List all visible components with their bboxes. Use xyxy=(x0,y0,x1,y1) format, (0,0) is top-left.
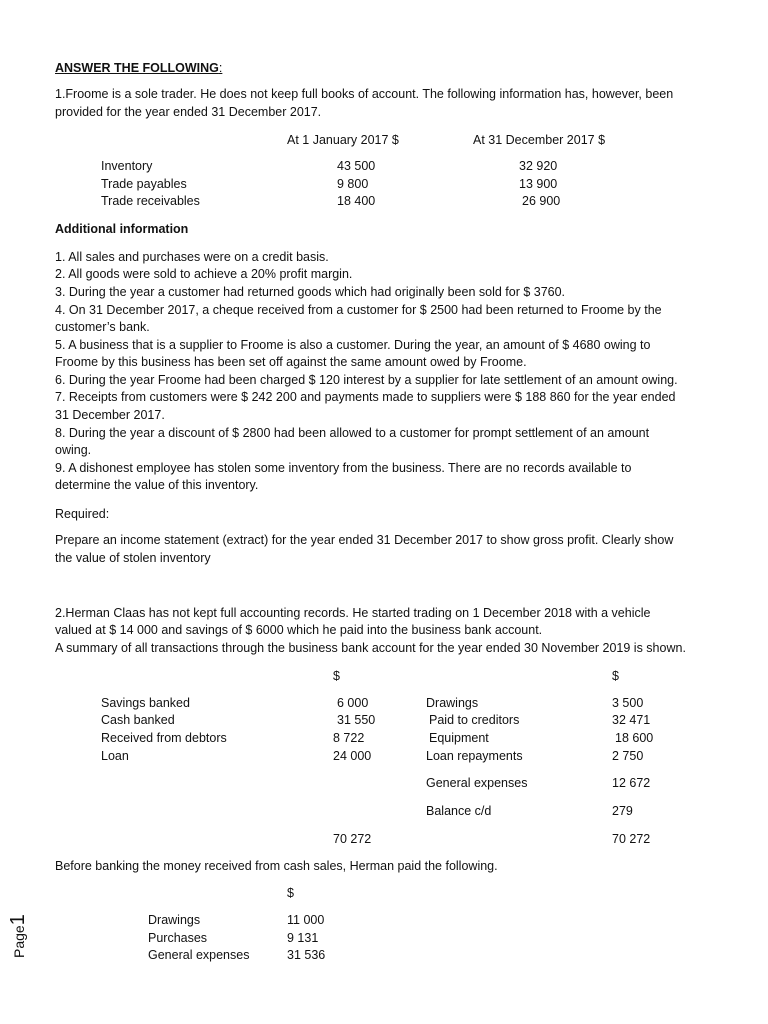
cash-value: 11 000 xyxy=(287,913,325,927)
q1-row-v1: 9 800 xyxy=(337,177,369,191)
page-number-label xyxy=(7,914,29,958)
credit-label: General expenses xyxy=(426,776,528,790)
note-line: 5. A business that is a supplier to Froome is also a customer. During the year, an amount of $ 4680 owing to xyxy=(55,338,651,352)
debit-value: 31 550 xyxy=(337,713,376,727)
q1-col2-header: At 31 December 2017 $ xyxy=(473,133,606,147)
page-word: Page xyxy=(11,925,27,958)
credit-label: Loan repayments xyxy=(426,749,523,763)
debit-label: Savings banked xyxy=(101,696,190,710)
note-line: Froome by this business has been set off against the same amount owed by Froome. xyxy=(55,355,527,369)
q2-intro-line-1: 2.Herman Claas has not kept full accounting records. He started trading on 1 December 2018 with a vehicle xyxy=(55,606,651,620)
debit-value: 6 000 xyxy=(337,696,369,710)
cash-label: Purchases xyxy=(148,931,208,945)
cash-currency: $ xyxy=(287,886,294,900)
note-line: 2. All goods were sold to achieve a 20% profit margin. xyxy=(55,267,353,281)
q1-row-label: Inventory xyxy=(101,159,153,173)
note-line: 6. During the year Froome had been charged $ 120 interest by a supplier for late settlement of an amount owing. xyxy=(55,373,678,387)
note-line: 31 December 2017. xyxy=(55,408,165,422)
credit-value: 18 600 xyxy=(615,731,654,745)
total-left: 70 272 xyxy=(333,832,372,846)
q1-intro-line-1: 1.Froome is a sole trader. He does not keep full books of account. The following information has, however, been xyxy=(55,87,674,101)
additional-info-title: Additional information xyxy=(55,222,189,236)
q2-intro-line-3: A summary of all transactions through the business bank account for the year ended 30 November 2019 is shown. xyxy=(55,641,686,655)
credit-value: 279 xyxy=(612,804,633,818)
note-line: 9. A dishonest employee has stolen some inventory from the business. There are no records available to xyxy=(55,461,632,475)
q1-row-v2: 13 900 xyxy=(519,177,558,191)
required-line-2: the value of stolen inventory xyxy=(55,551,211,565)
credit-label: Drawings xyxy=(426,696,479,710)
note-line: 3. During the year a customer had returned goods which had originally been sold for $ 3760. xyxy=(55,285,566,299)
note-line: 1. All sales and purchases were on a credit basis. xyxy=(55,250,329,264)
note-line: 7. Receipts from customers were $ 242 200 and payments made to suppliers were $ 188 860 for the year ended xyxy=(55,390,676,404)
before-banking-text: Before banking the money received from cash sales, Herman paid the following. xyxy=(55,859,498,873)
required-line-1: Prepare an income statement (extract) for the year ended 31 December 2017 to show gross profit. Clearly show xyxy=(55,533,674,547)
page-heading: ANSWER THE FOLLOWING: xyxy=(55,61,223,75)
note-line: determine the value of this inventory. xyxy=(55,478,259,492)
bank-currency-left: $ xyxy=(333,669,340,683)
cash-value: 9 131 xyxy=(287,931,319,945)
credit-value: 3 500 xyxy=(612,696,644,710)
q1-intro-line-2: provided for the year ended 31 December 2017. xyxy=(55,105,322,119)
q1-row-v1: 43 500 xyxy=(337,159,376,173)
credit-label: Paid to creditors xyxy=(429,713,520,727)
credit-value: 2 750 xyxy=(612,749,644,763)
debit-label: Received from debtors xyxy=(101,731,227,745)
debit-label: Loan xyxy=(101,749,129,763)
cash-value: 31 536 xyxy=(287,948,326,962)
required-label: Required: xyxy=(55,507,110,521)
q1-col1-header: At 1 January 2017 $ xyxy=(287,133,399,147)
credit-label: Equipment xyxy=(429,731,489,745)
q1-row-label: Trade payables xyxy=(101,177,187,191)
total-right: 70 272 xyxy=(612,832,651,846)
debit-label: Cash banked xyxy=(101,713,175,727)
q1-row-v1: 18 400 xyxy=(337,194,376,208)
q1-row-label: Trade receivables xyxy=(101,194,200,208)
page-number: 1 xyxy=(7,914,29,926)
credit-value: 12 672 xyxy=(612,776,651,790)
note-line: customer’s bank. xyxy=(55,320,150,334)
cash-label: Drawings xyxy=(148,913,201,927)
note-line: owing. xyxy=(55,443,92,457)
q1-row-v2: 32 920 xyxy=(519,159,558,173)
q1-row-v2: 26 900 xyxy=(522,194,561,208)
credit-label: Balance c/d xyxy=(426,804,492,818)
q2-intro-line-2: valued at $ 14 000 and savings of $ 6000 which he paid into the business bank account. xyxy=(55,623,543,637)
bank-currency-right: $ xyxy=(612,669,619,683)
note-line: 4. On 31 December 2017, a cheque received from a customer for $ 2500 had been returned to Froome by the xyxy=(55,303,662,317)
note-line: 8. During the year a discount of $ 2800 had been allowed to a customer for prompt settlement of an amount xyxy=(55,426,650,440)
cash-label: General expenses xyxy=(148,948,250,962)
credit-value: 32 471 xyxy=(612,713,651,727)
debit-value: 8 722 xyxy=(333,731,365,745)
debit-value: 24 000 xyxy=(333,749,372,763)
